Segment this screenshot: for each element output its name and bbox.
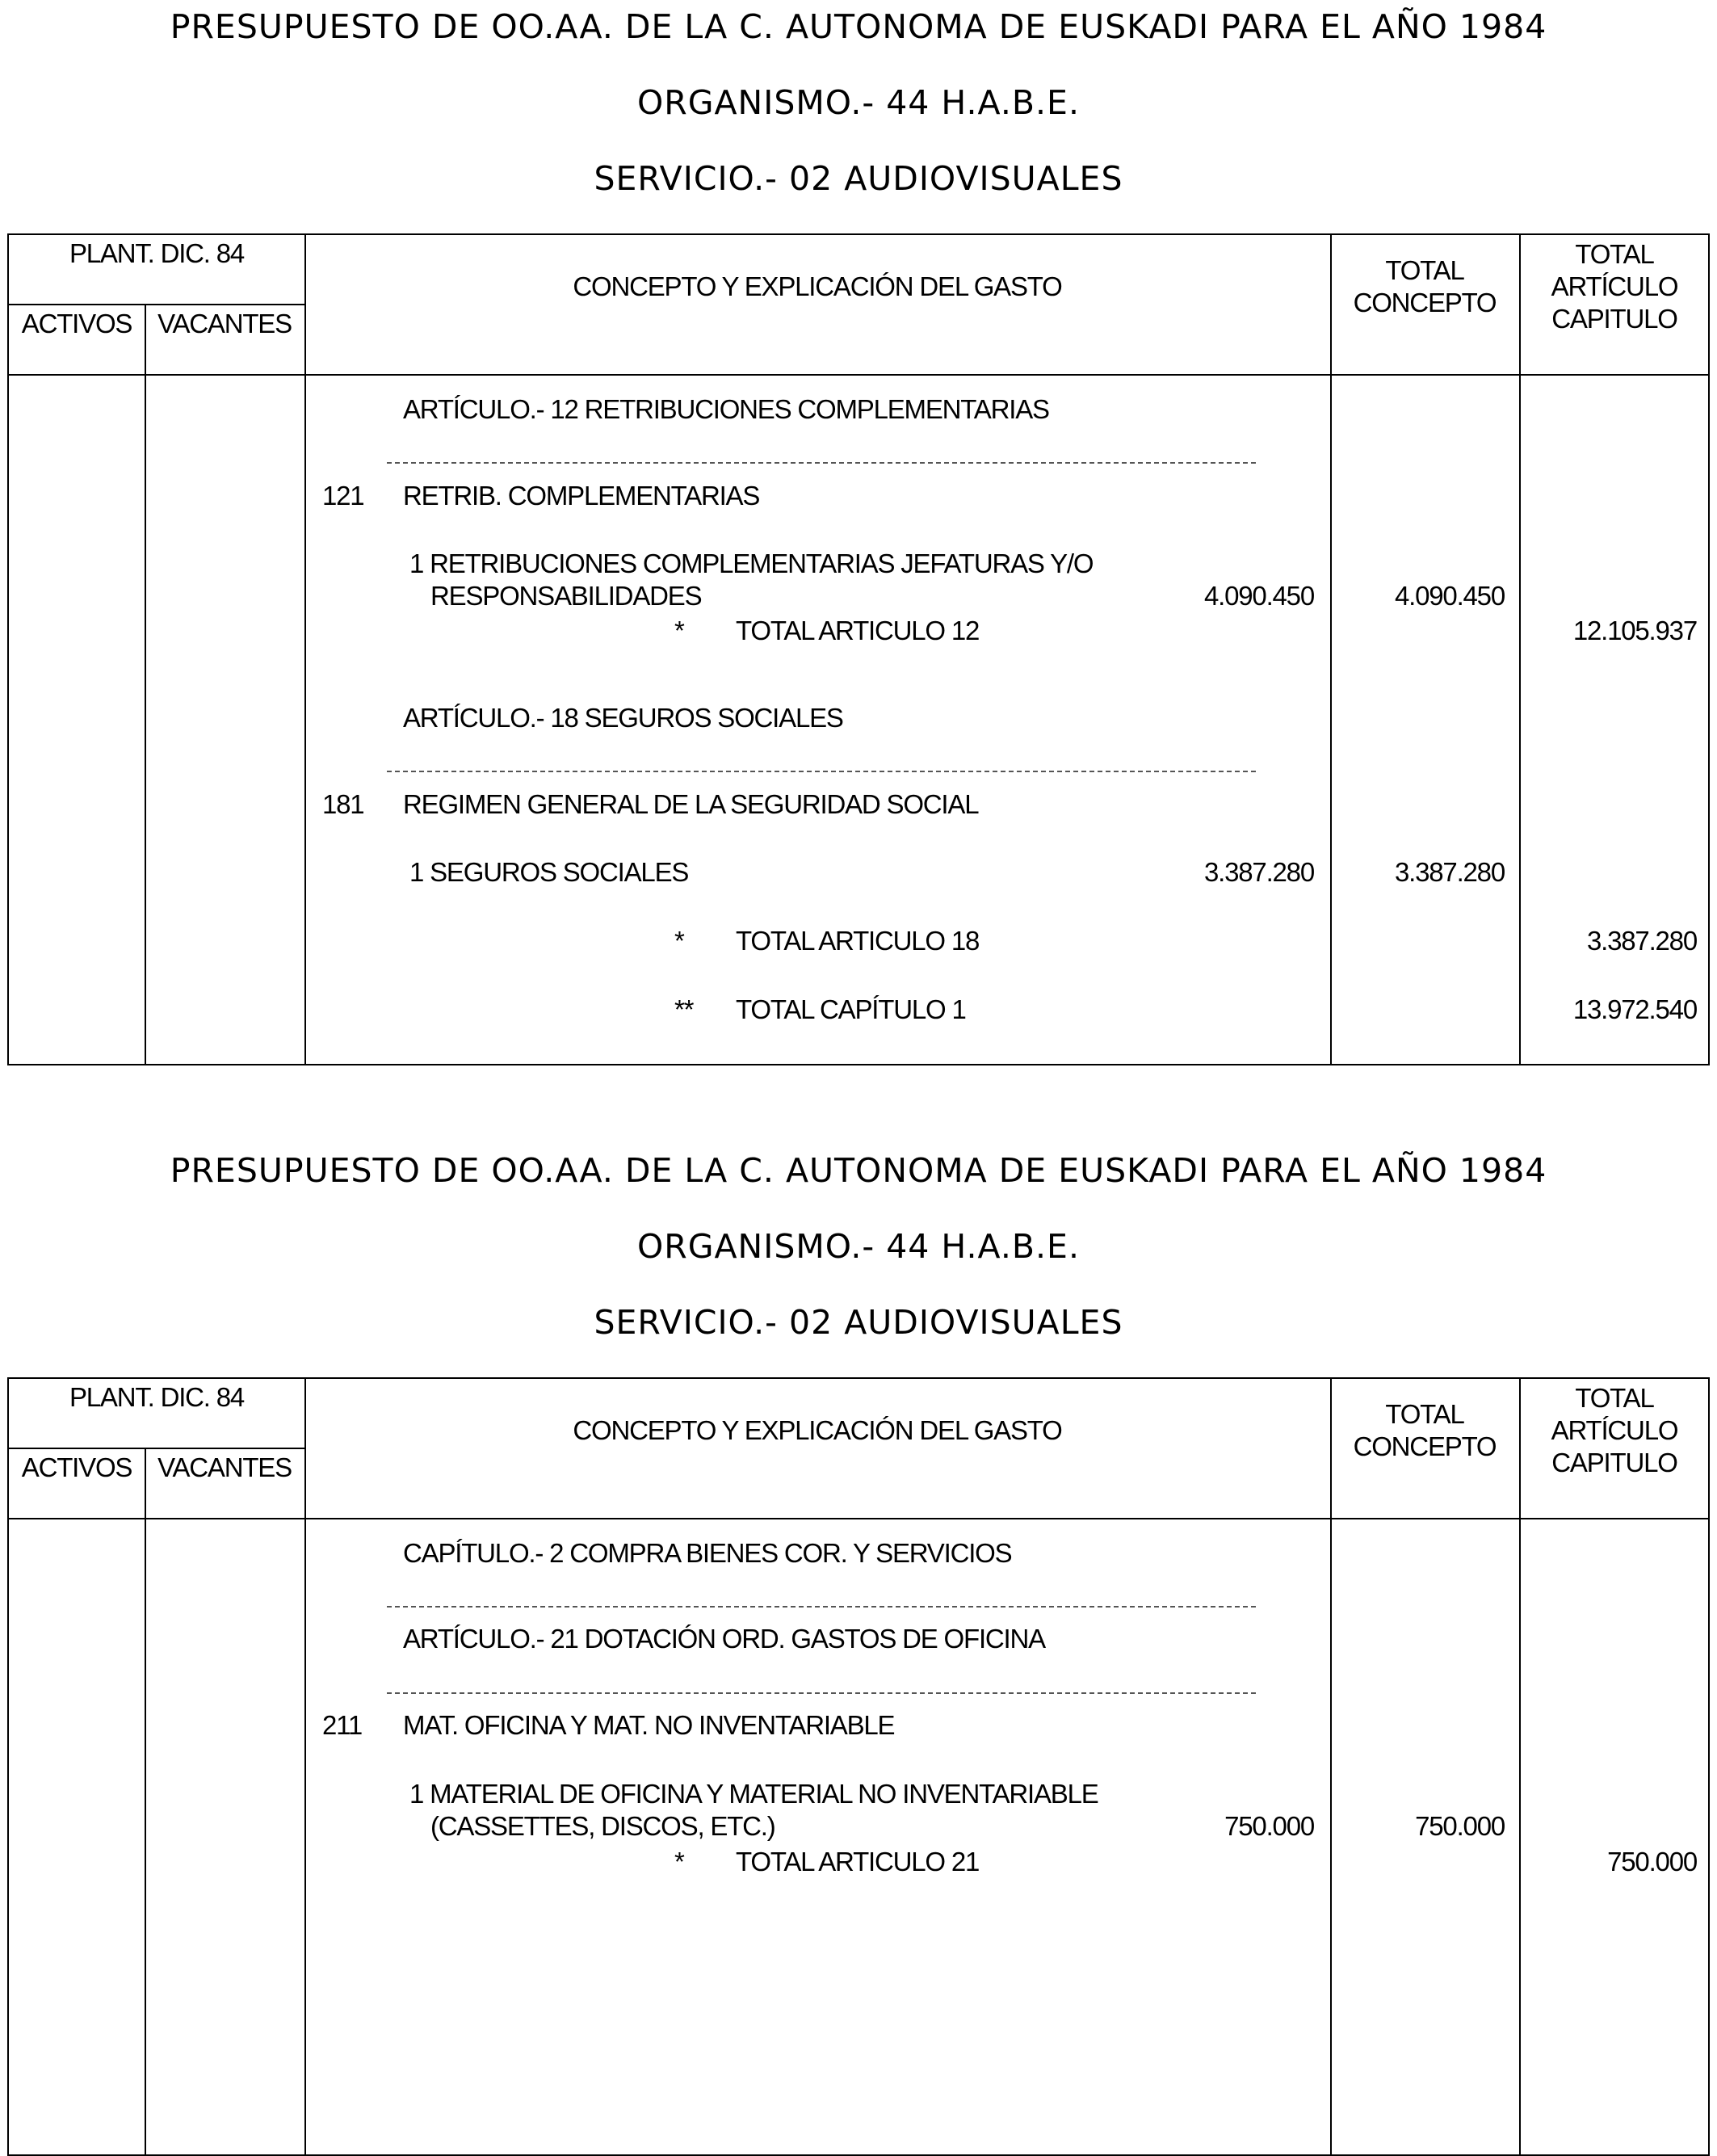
column-header-total-articulo: TOTAL [1575,1383,1654,1413]
total-article-value: 750.000 [1607,1847,1697,1877]
article-heading: ARTÍCULO.- 21 DOTACIÓN ORD. GASTOS DE OFICINA [403,1624,1045,1654]
total-article-value: 3.387.280 [1586,926,1697,956]
total-marker: * [674,926,684,956]
item-description: 1 MATERIAL DE OFICINA Y MATERIAL NO INVENTARIABLE [409,1779,1098,1809]
concept-code: 211 [322,1710,363,1740]
column-divider [304,1379,306,2154]
budget-title: PRESUPUESTO DE OO.AA. DE LA C. AUTONOMA DE EUSKADI PARA EL AÑO 1984 [170,1151,1547,1190]
organism-title: ORGANISMO.- 44 H.A.B.E. [636,1227,1080,1266]
concept-code: 181 [322,789,364,819]
column-header-total-articulo: CAPITULO [1551,304,1677,334]
column-divider [145,305,146,1064]
total-concepto-value: 3.387.280 [1394,857,1505,887]
item-description: (CASSETTES, DISCOS, ETC.) [430,1811,775,1841]
column-header-vacantes: VACANTES [157,309,292,338]
column-header-activos: ACTIVOS [21,309,132,338]
dashed-separator [387,771,1256,772]
dashed-separator [387,1692,1256,1694]
header-divider [9,1448,304,1449]
total-article-label: TOTAL ARTICULO 21 [736,1847,980,1877]
total-article-label: TOTAL ARTICULO 18 [736,926,980,956]
concept-code: 121 [322,481,364,511]
column-header-total-articulo: CAPITULO [1551,1448,1677,1477]
service-title: SERVICIO.- 02 AUDIOVISUALES [594,159,1123,198]
column-header-concepto: CONCEPTO Y EXPLICACIÓN DEL GASTO [573,1415,1062,1445]
dashed-separator [387,1606,1256,1608]
column-header-vacantes: VACANTES [157,1452,292,1482]
total-marker: * [674,616,684,645]
column-header-total-concepto: CONCEPTO [1353,1431,1497,1461]
concept-description: MAT. OFICINA Y MAT. NO INVENTARIABLE [403,1710,895,1740]
column-header-total-concepto: TOTAL [1385,255,1464,285]
budget-table [7,233,1710,1065]
total-marker: * [674,1847,684,1877]
item-description: 1 RETRIBUCIONES COMPLEMENTARIAS JEFATURAS Y/O [409,548,1094,578]
item-description: 1 SEGUROS SOCIALES [409,857,689,887]
column-divider [1330,235,1332,1064]
column-header-total-articulo: ARTÍCULO [1551,271,1678,301]
column-header-total-articulo: ARTÍCULO [1551,1415,1678,1445]
budget-table [7,1377,1710,2156]
total-article-value: 12.105.937 [1572,616,1697,645]
article-heading: ARTÍCULO.- 12 RETRIBUCIONES COMPLEMENTARIAS [403,394,1049,424]
column-header-total-articulo: TOTAL [1575,239,1654,269]
column-header-total-concepto: CONCEPTO [1353,288,1497,317]
total-chapter-label: TOTAL CAPÍTULO 1 [736,994,966,1024]
total-concepto-value: 4.090.450 [1394,581,1505,611]
total-chapter-value: 13.972.540 [1572,994,1697,1024]
header-bottom-rule [9,374,1708,376]
column-header-plant: PLANT. DIC. 84 [69,1382,245,1412]
header-bottom-rule [9,1518,1708,1519]
item-amount: 4.090.450 [1203,581,1314,611]
column-divider [1330,1379,1332,2154]
item-amount: 750.000 [1224,1811,1314,1841]
header-divider [9,304,304,305]
concept-description: REGIMEN GENERAL DE LA SEGURIDAD SOCIAL [403,789,979,819]
budget-title: PRESUPUESTO DE OO.AA. DE LA C. AUTONOMA DE EUSKADI PARA EL AÑO 1984 [170,7,1547,46]
chapter-heading: CAPÍTULO.- 2 COMPRA BIENES COR. Y SERVICIOS [403,1538,1012,1568]
column-divider [145,1448,146,2154]
total-concepto-value: 750.000 [1415,1811,1505,1841]
total-marker: ** [674,994,694,1024]
item-description: RESPONSABILIDADES [430,581,702,611]
total-article-label: TOTAL ARTICULO 12 [736,616,980,645]
item-amount: 3.387.280 [1203,857,1314,887]
column-divider [304,235,306,1064]
column-header-plant: PLANT. DIC. 84 [69,238,245,268]
column-divider [1519,1379,1521,2154]
organism-title: ORGANISMO.- 44 H.A.B.E. [636,83,1080,122]
column-header-total-concepto: TOTAL [1385,1399,1464,1429]
dashed-separator [387,462,1256,464]
service-title: SERVICIO.- 02 AUDIOVISUALES [594,1303,1123,1342]
column-header-concepto: CONCEPTO Y EXPLICACIÓN DEL GASTO [573,271,1062,301]
concept-description: RETRIB. COMPLEMENTARIAS [403,481,760,511]
column-header-activos: ACTIVOS [21,1452,132,1482]
article-heading: ARTÍCULO.- 18 SEGUROS SOCIALES [403,703,843,733]
